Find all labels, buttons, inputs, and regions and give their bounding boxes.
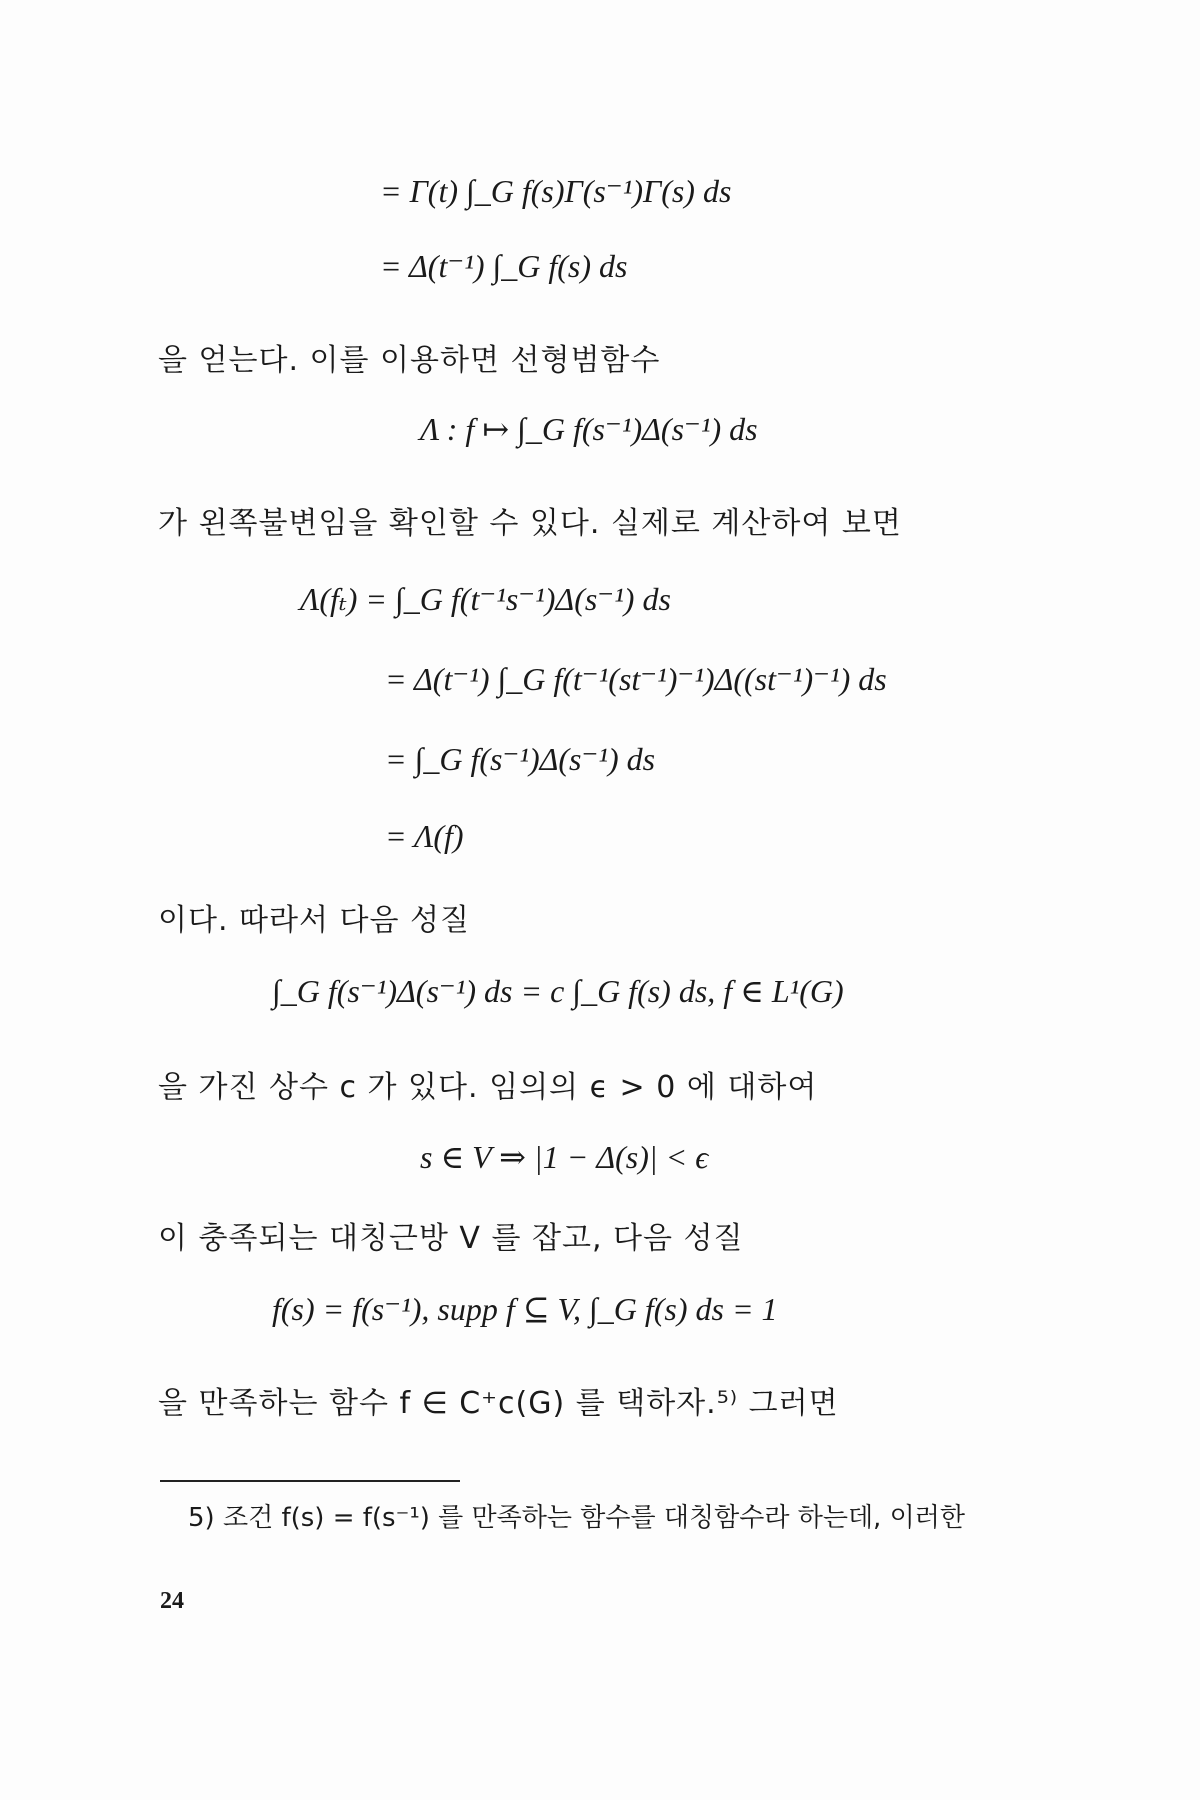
paragraph-4: 을 가진 상수 c 가 있다. 임의의 ϵ > 0 에 대하여 [158, 1070, 818, 1105]
symmetric-equation: f(s) = f(s⁻¹), supp f ⊆ V, ∫_G f(s) ds = 1 [272, 1291, 778, 1327]
footnote-5: 5) 조건 f(s) = f(s⁻¹) 를 만족하는 함수를 대칭함수라 하는데, 이러한 [188, 1503, 965, 1533]
paragraph-2: 가 왼쪽불변임을 확인할 수 있다. 실제로 계산하여 보면 [158, 506, 902, 541]
equation-line-2: = Δ(t⁻¹) ∫_G f(s) ds [380, 248, 628, 284]
calc-line-2: = Δ(t⁻¹) ∫_G f(t⁻¹(st⁻¹)⁻¹)Δ((st⁻¹)⁻¹) ds [385, 661, 887, 697]
condition-equation: s ∈ V ⇒ |1 − Δ(s)| < ϵ [420, 1139, 709, 1175]
calc-line-1: Λ(fₜ) = ∫_G f(t⁻¹s⁻¹)Δ(s⁻¹) ds [300, 581, 671, 617]
paragraph-5: 이 충족되는 대칭근방 V 를 잡고, 다음 성질 [158, 1221, 744, 1256]
calc-line-4: = Λ(f) [385, 818, 464, 854]
equation-line-1: = Γ(t) ∫_G f(s)Γ(s⁻¹)Γ(s) ds [380, 173, 732, 209]
page-number: 24 [160, 1588, 184, 1614]
equation-lambda: Λ : f ↦ ∫_G f(s⁻¹)Δ(s⁻¹) ds [420, 411, 758, 447]
paragraph-1: 을 얻는다. 이를 이용하면 선형범함수 [158, 343, 661, 378]
footnote-rule [160, 1480, 460, 1482]
property-equation: ∫_G f(s⁻¹)Δ(s⁻¹) ds = c ∫_G f(s) ds, f ∈ L¹(G) [272, 973, 844, 1009]
paragraph-6: 을 만족하는 함수 f ∈ C⁺c(G) 를 택하자.⁵⁾ 그러면 [158, 1386, 839, 1421]
paragraph-3: 이다. 따라서 다음 성질 [158, 903, 470, 938]
calc-line-3: = ∫_G f(s⁻¹)Δ(s⁻¹) ds [385, 741, 656, 777]
